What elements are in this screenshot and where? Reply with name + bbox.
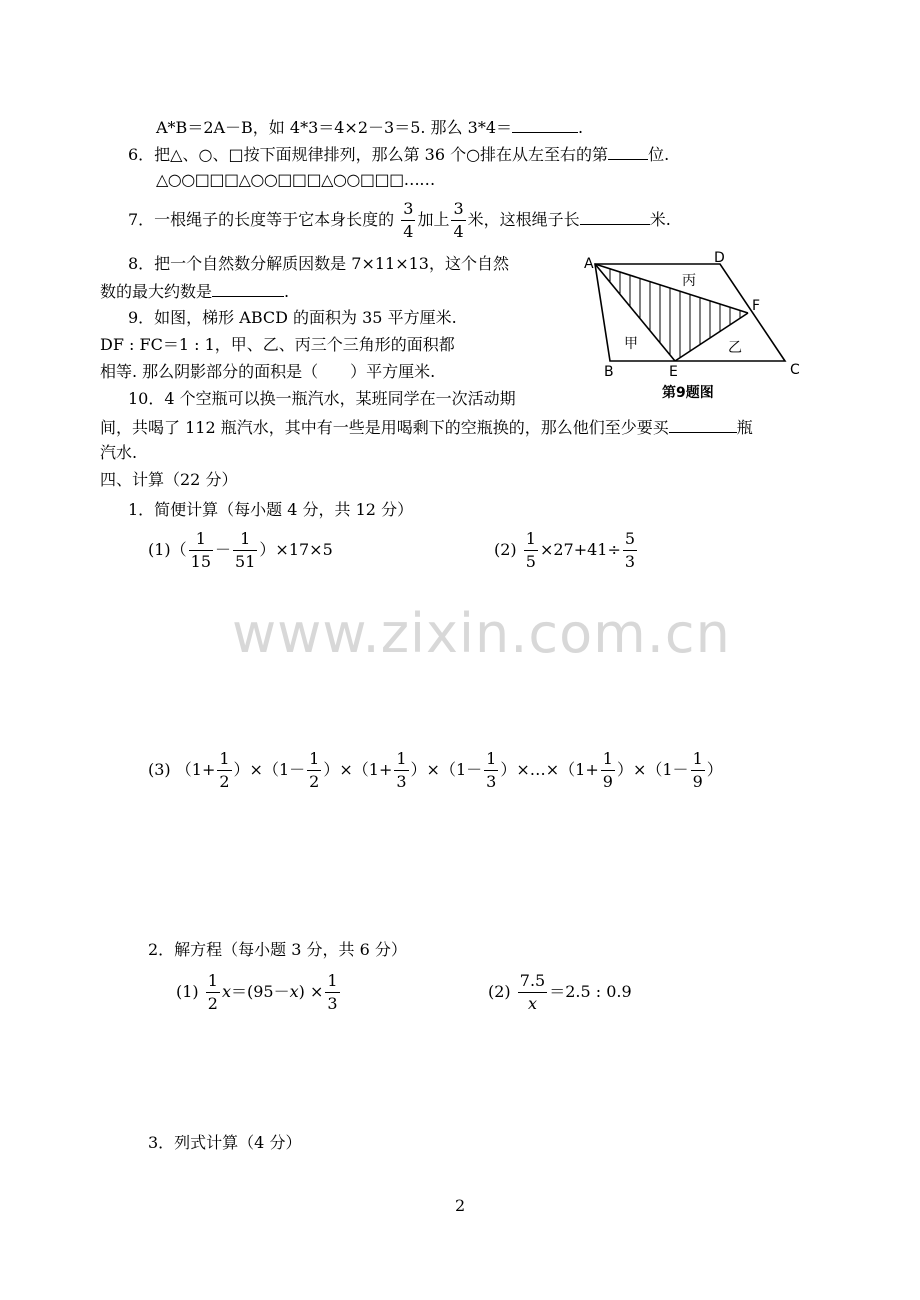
p2-f1-den: 5 [525,552,536,571]
p3-term-6: （1－ $\frac{1}{9}$ ） [646,749,723,791]
q5-text: A*B＝2A－B，如 4*3＝4×2－3＝5. 那么 3*4＝ [156,118,512,137]
section-4-title: 四、计算（22 分） [100,470,238,489]
p3-t5-fraction: $\frac{1}{9}$ [602,749,613,791]
watermark: www.zixin.com.cn [232,602,731,665]
q7-post: 米，这根绳子长 [467,210,580,229]
p2-f2-den: 3 [624,552,636,571]
p3-label: (3) [148,760,171,779]
e1-mid: ＝(95－ [230,982,290,1001]
p3-t6-fraction: $\frac{1}{9}$ [692,749,703,791]
q9-line-1: 9．如图，梯形 ABCD 的面积为 35 平方厘米. [128,308,457,327]
p1-f2-den: 51 [235,552,256,571]
q10-line2-end: 瓶 [736,418,753,437]
q6-sequence: △○○□□□△○○□□□△○○□□□…… [156,170,435,189]
e2-fraction: $\frac{7.5}{x}$ [519,971,546,1013]
q7-f2-den: 4 [453,222,464,241]
q8-line-1: 8．把一个自然数分解质因数是 7×11×13，这个自然 [128,254,509,273]
e1-fraction-2: $\frac{1}{3}$ [327,971,338,1013]
q7-f2-num: 3 [451,198,465,221]
q6-answer-blank[interactable] [608,143,648,160]
p1-label: (1)（ [148,540,187,559]
p1-fraction-1 [189,528,213,573]
q10-text: 间，共喝了 112 瓶汽水，其中有一些是用喝剩下的空瓶换的，那么他们至少要买 [100,418,669,437]
q7-mid: 加上 [417,210,450,229]
figure-caption: 第9题图 [662,385,714,401]
q5-continuation [156,116,583,138]
p1-f1-den: 15 [190,552,212,571]
e1-var-x2: x [289,982,299,1001]
label-f: F [752,298,761,314]
p1-f1-num: 1 [189,528,213,551]
q8-answer-blank[interactable] [212,280,284,297]
question-6 [128,143,669,165]
label-bing: 丙 [682,273,696,289]
p3-term-1: （1+ $\frac{1}{2}$ ）× [175,749,263,791]
p3-t2-fraction: $\frac{1}{2}$ [309,749,320,791]
q8-end: . [284,282,290,301]
page-number: 2 [455,1196,466,1215]
p3-term-2: （1－ $\frac{1}{2}$ ）× [262,749,353,791]
equation-1 [176,970,342,1015]
p2-fraction-1 [524,528,538,573]
calc-problem-1 [148,528,333,573]
label-yi: 乙 [728,340,742,356]
q10-line-1: 10．4 个空瓶可以换一瓶汽水，某班同学在一次活动期 [128,389,516,408]
p1-tail: ）×17×5 [259,540,333,559]
e1-times: × [309,982,324,1001]
p1-minus: － [215,540,232,559]
subsection-2-title: 2．解方程（每小题 3 分，共 6 分） [148,940,407,959]
q6-text: 6．把△、○、□按下面规律排列，那么第 36 个○排在从左至右的第 [128,145,609,164]
subsection-1-title: 1．简便计算（每小题 4 分，共 12 分） [128,500,414,519]
p2-f1-num: 1 [524,528,538,551]
label-jia: 甲 [624,336,638,352]
q7-answer-blank[interactable] [580,208,650,225]
p3-term-3: （1+ $\frac{1}{3}$ ）× [352,749,440,791]
q9-line-2: DF : FC＝1 : 1，甲、乙、丙三个三角形的面积都 [100,335,455,354]
label-c: C [790,362,800,378]
q8-text: 数的最大约数是 [100,282,213,301]
q8-line-2 [100,280,289,302]
q10-answer-blank[interactable] [669,416,737,433]
q7-f1-den: 4 [403,222,414,241]
q7-f1-num: 3 [401,198,415,221]
p2-fraction-2 [623,528,637,573]
label-b: B [604,364,614,380]
q7-fraction-1 [401,198,415,243]
label-d: D [714,250,725,266]
e2-tail: ＝2.5 : 0.9 [549,982,632,1001]
calc-problem-3 [148,748,723,793]
p2-f2-num: 5 [623,528,637,551]
q7-pre: 7．一根绳子的长度等于它本身长度的 [128,210,395,229]
e1-fraction-1: $\frac{1}{2}$ [207,971,218,1013]
p3-t4-fraction: $\frac{1}{3}$ [486,749,497,791]
e1-label: (1) [176,982,199,1001]
q5-end: . [578,118,584,137]
equation-2 [488,970,632,1015]
q6-end: 位. [648,145,670,164]
question-7 [128,198,671,243]
q5-answer-blank[interactable] [512,116,578,133]
q10-line-2 [100,416,753,438]
p2-mid: ×27+41÷ [539,540,621,559]
trapezoid-figure [580,250,810,400]
label-e: E [669,364,678,380]
e1-var-x: x [221,982,231,1001]
p1-fraction-2 [233,528,257,573]
q7-end: 米. [649,210,671,229]
e2-label: (2) [488,982,511,1001]
e1-close: ) [298,982,305,1001]
p3-term-5: （1+ $\frac{1}{9}$ ）× [559,749,647,791]
q10-line-3: 汽水. [100,443,138,462]
p3-t3-fraction: $\frac{1}{3}$ [396,749,407,791]
label-a: A [584,256,594,272]
q7-fraction-2 [451,198,465,243]
p2-label: (2) [494,540,517,559]
p1-f2-num: 1 [233,528,257,551]
p3-term-4: （1－ $\frac{1}{3}$ ）×…× [439,749,560,791]
p3-t1-fraction: $\frac{1}{2}$ [219,749,230,791]
subsection-3-title: 3．列式计算（4 分） [148,1133,302,1152]
calc-problem-2 [494,528,639,573]
q9-line-3: 相等. 那么阴影部分的面积是（ ）平方厘米. [100,362,436,381]
